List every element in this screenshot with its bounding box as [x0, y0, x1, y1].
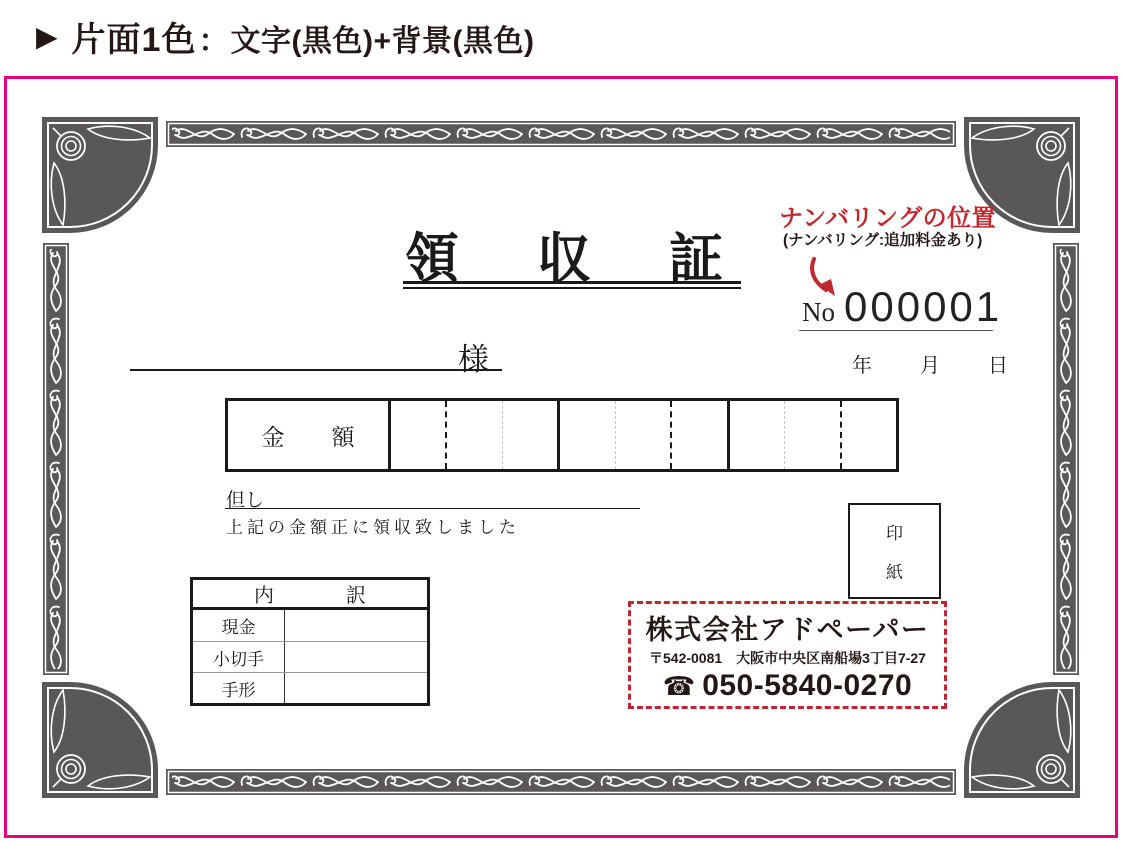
- border-strip-left: [43, 243, 69, 675]
- breakdown-label-check: 小切手: [193, 642, 285, 672]
- amount-digit-cell: [730, 401, 784, 469]
- amount-digit-cell: [840, 401, 896, 469]
- amount-digit-cell: [670, 401, 726, 469]
- number-prefix: No: [802, 297, 835, 327]
- breakdown-value-cash: [285, 610, 427, 641]
- tadashi-label: 但し: [226, 490, 265, 511]
- amount-table: [225, 398, 899, 472]
- payee-name-line: [130, 330, 502, 371]
- phone-icon: ☎: [662, 670, 696, 701]
- red-arrow-icon: [806, 255, 844, 303]
- company-info-box: [628, 601, 947, 709]
- tadashi-line: [225, 508, 640, 509]
- numbering-position-label: ナンバリングの位置: [779, 205, 997, 232]
- border-strip-top: [166, 121, 956, 147]
- triangle-bullet-icon: ▶: [36, 20, 58, 52]
- date-year-label: 年: [852, 355, 872, 377]
- company-phone-row: [663, 669, 912, 703]
- date-row: [852, 349, 1008, 378]
- table-row: [193, 672, 427, 703]
- receipt-statement: 上記の金額正に領収致しました: [226, 518, 520, 537]
- company-name: 株式会社アドペーパー: [645, 614, 930, 645]
- numbering-fee-note: (ナンバリング:追加料金あり): [783, 232, 983, 249]
- border-corner-ornament-bottom-left: [40, 680, 160, 800]
- date-month-label: 月: [920, 355, 940, 377]
- breakdown-value-check: [285, 642, 427, 672]
- breakdown-header: 内 訳: [193, 580, 427, 610]
- amount-digit-cell: [560, 401, 614, 469]
- company-address: 〒542-0081 大阪市中央区南船場3丁目7-27: [649, 649, 926, 666]
- amount-label: 金 額: [228, 401, 391, 469]
- amount-digit-group: [391, 401, 557, 469]
- payee-honorific: 様: [458, 342, 489, 377]
- caption-rest-text: 文字(黒色)+背景(黒色): [230, 25, 535, 58]
- sample-caption: [36, 12, 534, 61]
- amount-digit-cell: [391, 401, 445, 469]
- title-double-underline: [403, 281, 741, 289]
- amount-digit-cell: [445, 401, 501, 469]
- amount-digit-group: [727, 401, 896, 469]
- company-phone-number: 050-5840-0270: [702, 668, 913, 702]
- border-corner-ornament-bottom-right: [962, 680, 1082, 800]
- revenue-stamp-box: [848, 503, 941, 599]
- caption-separator: ：: [198, 25, 229, 58]
- breakdown-label-bill: 手形: [193, 673, 285, 703]
- caption-strong-text: 片面1色: [71, 21, 197, 59]
- date-day-label: 日: [988, 355, 1008, 377]
- amount-digit-cell: [615, 401, 670, 469]
- receipt-title: 領 収 証: [405, 229, 735, 289]
- serial-number: 000001: [844, 283, 1003, 330]
- border-strip-bottom: [166, 769, 956, 795]
- breakdown-table: [190, 577, 430, 706]
- breakdown-value-bill: [285, 673, 427, 703]
- stamp-char-1: 印: [886, 524, 903, 543]
- number-underline: [799, 300, 993, 331]
- amount-digit-group: [557, 401, 726, 469]
- table-row: [193, 641, 427, 672]
- amount-digit-cell: [502, 401, 557, 469]
- breakdown-label-cash: 現金: [193, 610, 285, 641]
- table-row: [193, 610, 427, 641]
- border-strip-right: [1053, 243, 1079, 675]
- border-corner-ornament-top-left: [40, 115, 160, 235]
- stamp-char-2: 紙: [886, 563, 903, 582]
- amount-digit-cell: [784, 401, 839, 469]
